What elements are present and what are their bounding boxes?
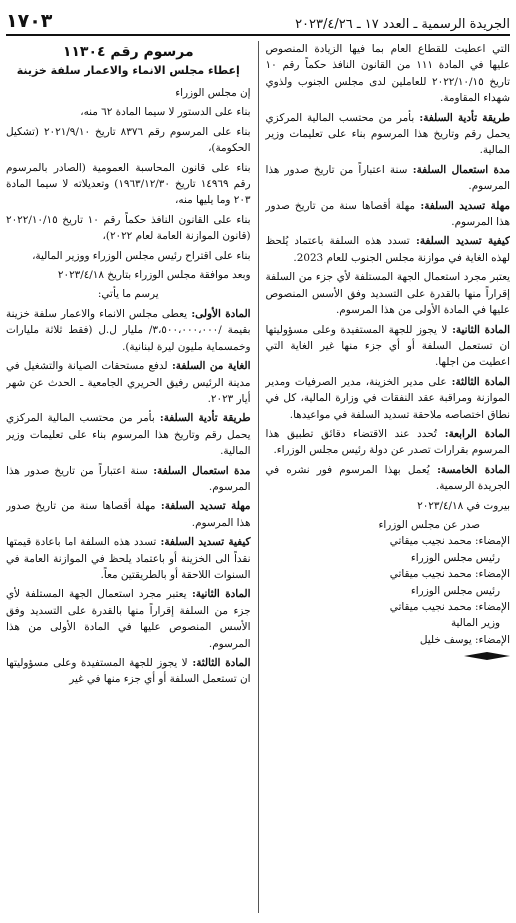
preamble-clause-text: بناء على اقتراح رئيس مجلس الوزراء ووزير المالية،: [32, 249, 251, 262]
paragraph: [266, 462, 511, 495]
article: [6, 498, 251, 531]
article-text: سنة اعتباراً من تاريخ صدور هذا المرسوم.: [6, 464, 251, 493]
paragraph-heading: مهلة تسديد السلفة:: [414, 199, 510, 212]
left-column: [6, 41, 259, 913]
article: [6, 306, 251, 355]
paragraph: [266, 374, 511, 423]
preamble-clause-text: بناء على قانون المحاسبة العمومية (الصادر بالمرسوم رقم ١٤٩٦٩ تاريخ ١٩٦٣/١٢/٣٠) وتعديلاته لا سيما المادة ٢٠٣ وما يليها منه،: [6, 161, 251, 207]
article-heading: مهلة تسديد السلفة:: [155, 500, 251, 513]
article-heading: كيفية تسديد السلفة:: [156, 536, 251, 549]
decree-title: مرسوم رقم ١١٣٠٤: [62, 44, 194, 60]
paragraph-heading: المادة الثالثة:: [446, 375, 510, 388]
gazette-issue-line: الجريدة الرسمية ـ العدد ١٧ ـ ٢٠٢٣/٤/٢٦: [295, 17, 510, 32]
decree-resolution: يرسم ما يأتي:: [97, 288, 159, 301]
paragraph-heading: طريقة تأدية السلفة:: [414, 111, 510, 124]
right-column: [259, 41, 511, 913]
signature-line: الإمضاء: محمد نجيب ميقاتي: [389, 535, 510, 548]
signature-line: وزير المالية: [450, 617, 500, 630]
article-text: يعطى مجلس الانماء والاعمار سلفة خزينة بقيمة /٣،٥٠٠،٠٠٠،٠٠٠/ مليار ل.ل (فقط ثلاثة مليارات وخمسماية مليون ليرة لبنانية).: [6, 307, 251, 353]
page-header: [6, 8, 510, 36]
signature-line: رئيس مجلس الوزراء: [410, 584, 500, 597]
article-text: بأمر من محتسب المالية المركزي يحمل رقم وتاريخ هذا المرسوم بناء على تعليمات وزير المالية.: [6, 412, 251, 458]
article-text: تسدد هذه السلفة اما باعادة قيمتها نقداً الى الخزينة أو باعتماد يلحظ في الموازنة العامة في السنوات اللاحقة أو بالطريقتين معاً.: [6, 536, 251, 581]
article-text: لدفع مستحقات الصيانة والتشغيل في مدينة الرئيس رفيق الحريري الجامعية ـ الحدث عن شهر أيار ٢٠٢٣.: [6, 360, 251, 405]
article-heading: الغاية من السلفة:: [167, 360, 251, 373]
place-date: بيروت في ٢٠٢٣/٤/١٨: [417, 499, 510, 512]
paragraph: [266, 269, 511, 318]
paragraph-text: سنة اعتباراً من تاريخ صدور هذا المرسوم.: [265, 163, 510, 193]
paragraph-heading: مدة استعمال السلفة:: [407, 163, 510, 176]
signature-line: الإمضاء: يوسف خليل: [419, 633, 510, 646]
paragraph-text: يعتبر مجرد استعمال الجهة المستلفة لأي جزء من السلفة إقراراً منها بالقدرة على التسديد وفق الأسس المنصوص عليها في المادة الأولى من هذا المرسوم.: [265, 271, 510, 317]
article-text: يعتبر مجرد استعمال الجهة المستلفة لأي جزء من السلفة إقراراً منها بالقدرة على التسديد وفق الأسس المنصوص عليها في المادة الأولى من هذا المرسوم.: [6, 588, 251, 650]
paragraph: [266, 198, 511, 231]
article: [6, 410, 251, 459]
article-heading: طريقة تأدية السلفة:: [154, 412, 251, 425]
preamble-clause: [6, 248, 251, 264]
paragraph-text: يُعمل بهذا المرسوم فور نشره في الجريدة الرسمية.: [265, 463, 510, 493]
preamble-clause-text: بناء على المرسوم رقم ٨٣٧٦ تاريخ ٢٠٢١/٩/١٠ (تشكيل الحكومة)،: [6, 125, 251, 155]
signature-line: الإمضاء: محمد نجيب ميقاتي: [389, 601, 510, 613]
paragraph: [266, 110, 511, 159]
paragraph-heading: المادة الرابعة:: [436, 427, 510, 440]
preamble-clause: [6, 104, 251, 120]
article: [6, 655, 251, 688]
preamble-clause-text: بناء على الدستور لا سيما المادة ٦٢ منه،: [80, 106, 251, 119]
signature-line: صدر عن مجلس الوزراء: [378, 518, 480, 531]
end-mark-icon: [464, 652, 510, 660]
article-heading: المادة الأولى:: [186, 307, 251, 320]
right-column-text: [266, 41, 511, 495]
preamble-clause: [6, 160, 251, 209]
decree-preamble: [6, 104, 251, 283]
signature-line: الإمضاء: محمد نجيب ميقاتي: [389, 568, 510, 581]
paragraph: [266, 233, 511, 266]
decree-intro: إن مجلس الوزراء: [175, 87, 251, 99]
article: [6, 463, 251, 496]
paragraph: [266, 426, 511, 459]
article-heading: المادة الثانية:: [186, 588, 251, 601]
article-heading: المادة الثالثة:: [187, 657, 251, 669]
paragraph: [266, 162, 511, 195]
paragraph-text: على مدير الخزينة، مدير الصرفيات ومدير الموازنة ومراقبة عقد النفقات في وزارة المالية، كل في نطاق اختصاصه ملاحقة تسديد السلفة في مواعيدها.: [265, 375, 510, 421]
article: [6, 534, 251, 583]
paragraph-text: تُحدد عند الاقتضاء دقائق تطبيق هذا المرسوم بقرارات تصدر عن دولة رئيس مجلس الوزراء.: [265, 427, 510, 457]
paragraph-heading: المادة الثانية:: [447, 323, 510, 336]
preamble-clause: [6, 212, 251, 245]
paragraph: [266, 322, 511, 371]
columns: [6, 41, 510, 913]
paragraph-heading: كيفية تسديد السلفة:: [409, 235, 510, 248]
preamble-clause: [6, 267, 251, 283]
signature-line: رئيس مجلس الوزراء: [410, 551, 500, 564]
article-text: مهلة أقصاها سنة من تاريخ صدور هذا المرسوم.: [6, 500, 251, 529]
paragraph-text: لا يجوز للجهة المستفيدة وعلى مسؤوليتها ان تستعمل السلفة أو أي جزء منها غير الغاية التي اعطيت من اجلها.: [265, 323, 510, 369]
article-text: لا يجوز للجهة المستفيدة وعلى مسؤوليتها ان تستعمل السلفة أو أي جزء منها في غير: [6, 657, 251, 686]
preamble-clause-text: وبعد موافقة مجلس الوزراء بتاريخ ٢٠٢٣/٤/١٨: [57, 269, 251, 282]
article: [6, 358, 251, 407]
paragraph-text: بأمر من محتسب المالية المركزي يحمل رقم وتاريخ هذا المرسوم بناء على تعليمات وزير المالية.: [265, 111, 510, 157]
article: [6, 586, 251, 652]
decree-articles: [6, 306, 251, 688]
paragraph-text: تسدد هذه السلفة باعتماد يُلحظ لهذه الغاية في موازنة مجلس الجنوب للعام 2023.: [265, 235, 510, 264]
preamble-clause: [6, 124, 251, 157]
paragraph-text: مهلة أقصاها سنة من تاريخ صدور هذا المرسوم.: [265, 199, 510, 229]
preamble-clause-text: بناء على القانون النافذ حكماً رقم ١٠ تاريخ ٢٠٢٢/١٠/١٥ (قانون الموازنة العامة لعام ٢٠٢٢)،: [6, 213, 251, 243]
article-heading: مدة استعمال السلفة:: [147, 464, 251, 477]
page-number: ١٧٠٣: [6, 10, 53, 32]
paragraph-text: التي اعطيت للقطاع العام بما فيها الزيادة المنصوص عليها في المادة ١١١ من القانون النافذ حكماً رقم ١٠ تاريخ ٢٠٢٢/١٠/١٥ للعاملين لدى مجلس الجنوب ولذوي شهداء المقاومة.: [265, 43, 510, 105]
decree-subtitle: إعطاء مجلس الانماء والاعمار سلفة خزينة: [16, 64, 240, 77]
signature-block: [266, 517, 511, 648]
paragraph-heading: المادة الخامسة:: [429, 463, 510, 476]
paragraph: [266, 41, 511, 107]
